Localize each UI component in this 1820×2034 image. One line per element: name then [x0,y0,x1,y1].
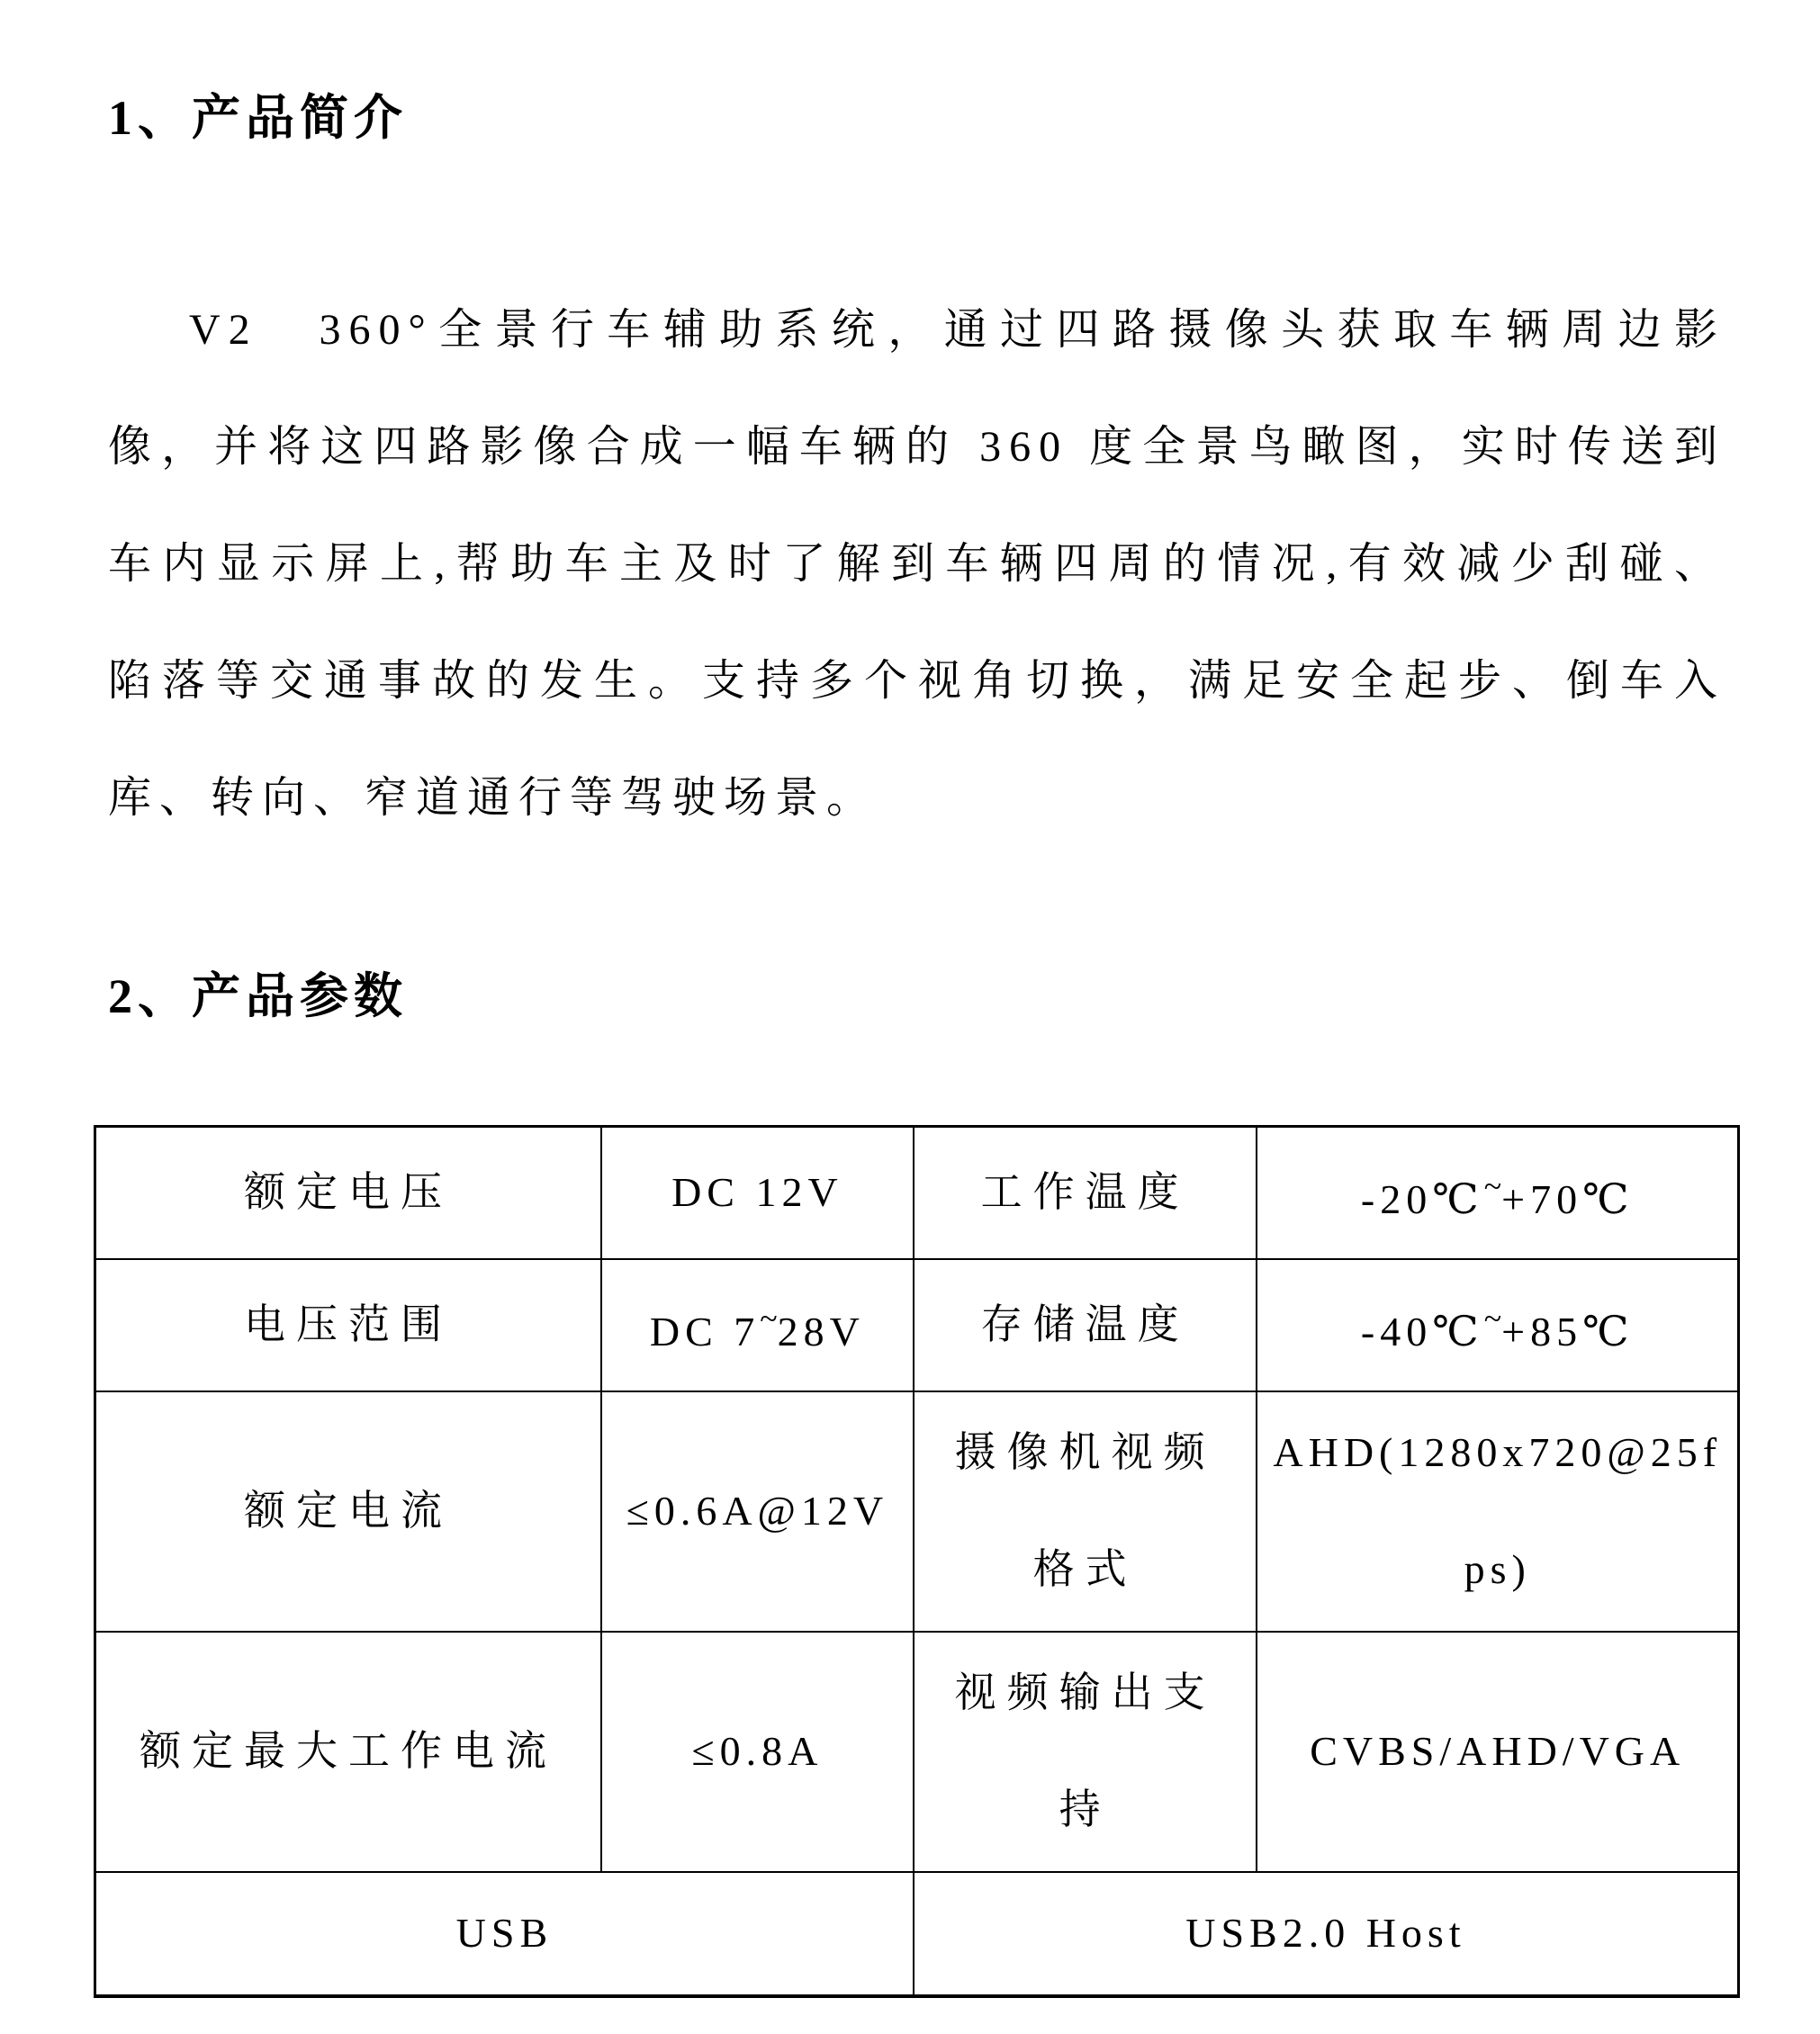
cell-max-working-current-value: ≤0.8A [601,1632,914,1872]
cell-rated-voltage-value: DC 12V [601,1127,914,1259]
table-row-max-working-current [95,1632,1739,1872]
tilde-mark: ~ [1483,1300,1502,1336]
section-2-heading: 2、产品参数 [108,969,408,1023]
storage-temp-low: -40℃ [1360,1308,1484,1354]
paragraph-line: 车内显示屏上,帮助车主及时了解到车辆四周的情况,有效减少刮碰、 [108,540,1725,588]
table-row-rated-voltage [95,1127,1739,1259]
table-row-rated-current [95,1391,1739,1632]
paragraph-line: 陷落等交通事故的发生。支持多个视角切换，满足安全起步、倒车入 [108,657,1725,705]
working-temp-high: +70℃ [1501,1175,1635,1222]
cell-voltage-range-value [601,1259,914,1391]
table-row-voltage-range [95,1259,1739,1391]
cell-rated-voltage-label: 额定电压 [95,1127,601,1259]
cell-working-temp-value [1257,1127,1738,1259]
paragraph-line: 库、转向、窄道通行等驾驶场景。 [108,774,878,822]
cell-video-output-value: CVBS/AHD/VGA [1257,1632,1738,1872]
cell-voltage-range-label: 电压范围 [95,1259,601,1391]
cell-rated-current-value: ≤0.6A@12V [601,1391,914,1632]
cell-camera-video-format-label: 摄像机视频格式 [914,1391,1257,1632]
paragraph-line: 像，并将这四路影像合成一幅车辆的 360 度全景鸟瞰图，实时传送到 [108,423,1725,471]
cell-camera-video-format-value: AHD(1280x720@25fps) [1257,1391,1738,1632]
cell-storage-temp-value [1257,1259,1738,1391]
tilde-mark: ~ [760,1300,778,1336]
working-temp-low: -20℃ [1360,1175,1484,1222]
cell-storage-temp-label: 存储温度 [914,1259,1257,1391]
table-row-usb [95,1872,1739,1996]
page [94,0,1740,1998]
intro-paragraph [108,272,1725,857]
voltage-range-low: DC 7 [649,1308,761,1354]
paragraph-line: V2 360°全景行车辅助系统，通过四路摄像头获取车辆周边影 [189,306,1725,354]
cell-working-temp-label: 工作温度 [914,1127,1257,1259]
cell-usb-value: USB2.0 Host [914,1872,1739,1996]
cell-usb-label: USB [95,1872,914,1996]
storage-temp-high: +85℃ [1501,1308,1635,1354]
specs-table [94,1125,1740,1998]
section-1-heading: 1、产品简介 [108,91,408,145]
voltage-range-high: 28V [777,1308,865,1354]
tilde-mark: ~ [1483,1168,1502,1204]
cell-max-working-current-label: 额定最大工作电流 [95,1632,601,1872]
cell-video-output-label: 视频输出支持 [914,1632,1257,1872]
cell-rated-current-label: 额定电流 [95,1391,601,1632]
